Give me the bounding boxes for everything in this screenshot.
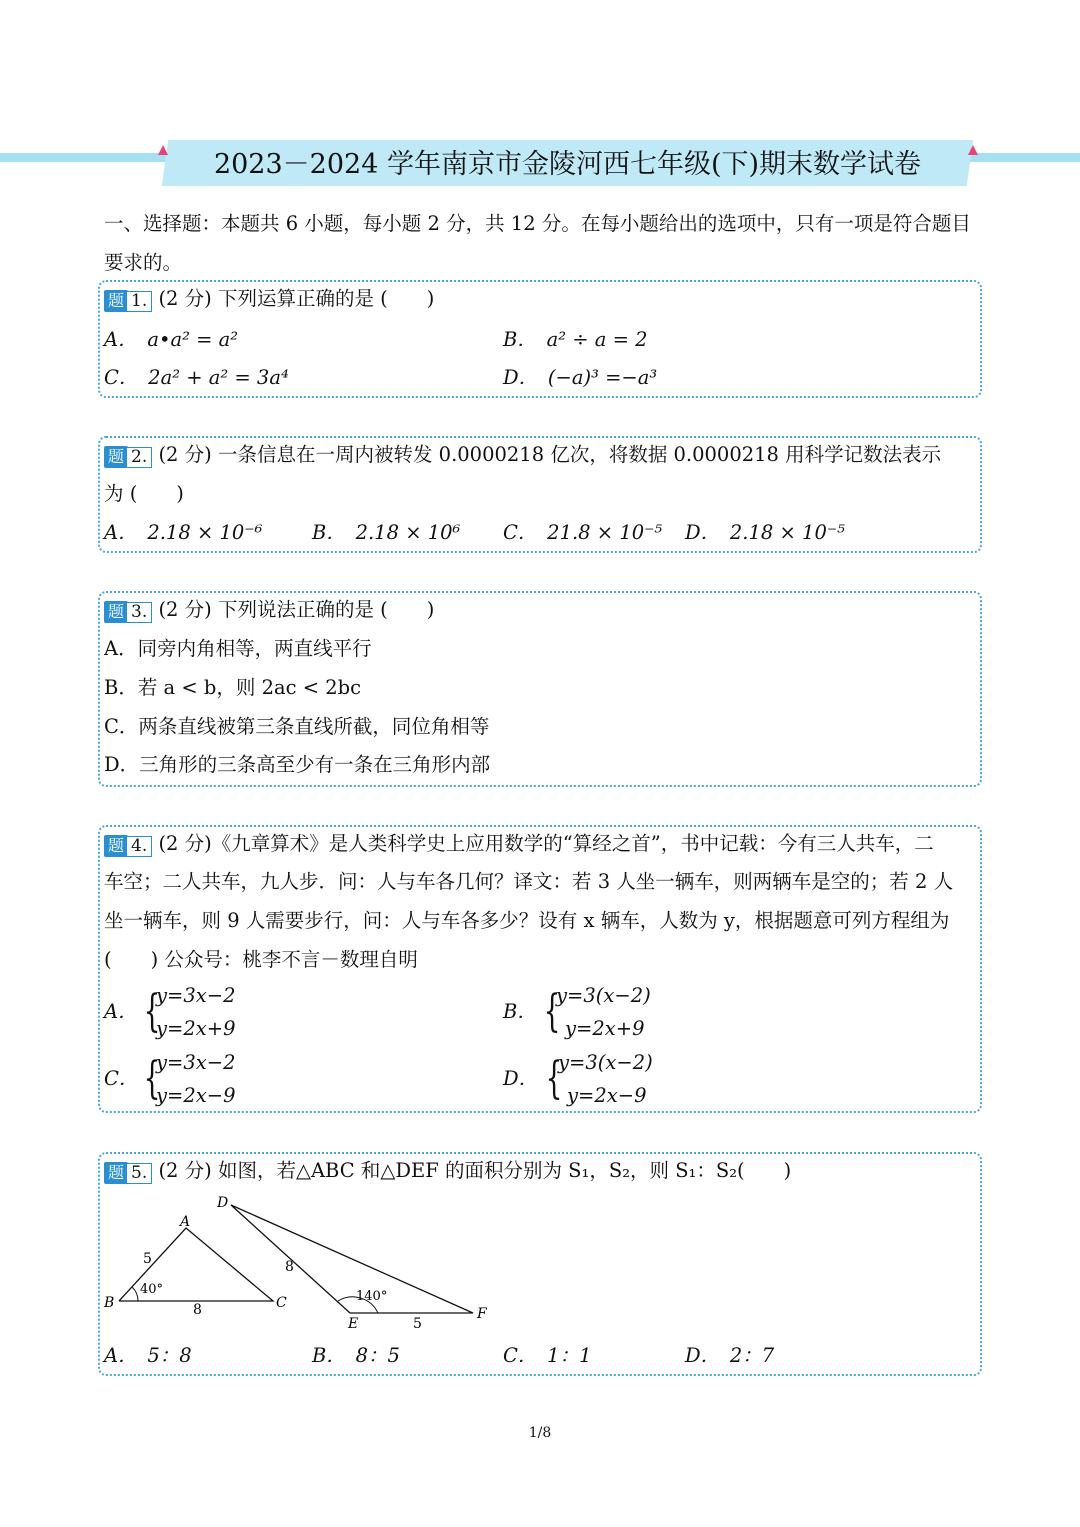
question-tag-label: 题 [104, 446, 128, 468]
question-4-stem-4: ( ) 公众号：桃李不言－数理自明 [104, 948, 418, 971]
q4-option-b-label: B． [503, 1000, 537, 1023]
label-a: A [180, 1214, 191, 1230]
q4-option-d-eq2: y=2x−9 [567, 1084, 647, 1107]
q1-option-b: B． a² ÷ a = 2 [503, 328, 648, 351]
question-2-stem [104, 442, 941, 469]
q4-option-d-brace: { [545, 1053, 563, 1104]
q5-option-b: B． 8：5 [312, 1344, 400, 1367]
question-tag [104, 287, 152, 313]
q2-option-a: A． 2.18 × 10⁻⁶ [104, 521, 263, 544]
label-b: B [104, 1295, 115, 1311]
q4-option-b-eq1: y=3(x−2) [556, 984, 651, 1007]
question-tag-label: 题 [104, 290, 128, 312]
angle-b-arc [132, 1287, 138, 1301]
question-text: (2 分) 下列运算正确的是 ( ) [158, 287, 435, 310]
question-tag-label: 题 [104, 601, 128, 623]
q3-option-c: C．两条直线被第三条直线所截，同位角相等 [104, 715, 490, 738]
q5-option-d: D． 2：7 [685, 1344, 775, 1367]
q4-option-c-brace: { [143, 1053, 161, 1104]
question-number: 4. [126, 836, 152, 857]
q2-option-d: D． 2.18 × 10⁻⁵ [685, 521, 845, 544]
question-number: 1. [126, 291, 152, 312]
question-text: (2 分) 一条信息在一周内被转发 0.0000218 亿次，将数据 0.0000218 用科学记数法表示 [158, 443, 942, 466]
q4-option-d-eq1: y=3(x−2) [558, 1051, 653, 1074]
question-tag [104, 1159, 152, 1185]
question-5-stem [104, 1158, 791, 1185]
q1-option-a: A． a•a² = a² [104, 328, 239, 351]
question-4-stem-2: 车空；二人共车，九人步．问：人与车各几何？译文：若 3 人坐一辆车，则两辆车是空的；若 2 人 [104, 870, 954, 893]
question-number: 5. [126, 1163, 152, 1184]
q1-option-c: C． 2a² + a² = 3a⁴ [104, 366, 289, 389]
q4-option-d-label: D． [503, 1067, 539, 1090]
question-4-stem-3: 坐一辆车，则 9 人需要步行，问：人与车各多少？设有 x 辆车，人数为 y，根据题意可列方程组为 [104, 909, 950, 932]
page-number: 1/8 [528, 1425, 552, 1441]
q4-option-c-eq2: y=2x−9 [156, 1084, 236, 1107]
q4-option-a-eq1: y=3x−2 [156, 984, 236, 1007]
label-e: E [348, 1316, 359, 1332]
label-f: F [477, 1306, 487, 1322]
question-4-stem [104, 831, 934, 858]
question-text: (2 分) 如图，若△ABC 和△DEF 的面积分别为 S₁，S₂，则 S₁：S₂( ) [158, 1159, 792, 1182]
q4-option-a-brace: { [143, 986, 161, 1037]
question-tag-label: 题 [104, 1162, 128, 1184]
label-de-length: 8 [285, 1259, 294, 1275]
label-d: D [217, 1195, 229, 1211]
question-3-stem [104, 597, 434, 624]
question-text: (2 分) 下列说法正确的是 ( ) [158, 598, 435, 621]
q3-option-d: D．三角形的三条高至少有一条在三角形内部 [104, 753, 491, 776]
q2-option-c: C． 21.8 × 10⁻⁵ [503, 521, 663, 544]
q4-option-b-brace: { [543, 986, 561, 1037]
question-tag [104, 443, 152, 469]
label-bc-length: 8 [193, 1302, 202, 1318]
question-tag-label: 题 [104, 835, 128, 857]
q3-option-a: A．同旁内角相等，两直线平行 [104, 637, 372, 660]
label-ef-length: 5 [413, 1316, 422, 1332]
q3-option-b: B．若 a < b，则 2ac < 2bc [104, 676, 362, 699]
q4-option-c-eq1: y=3x−2 [156, 1051, 236, 1074]
q1-option-d: D． (−a)³ =−a³ [503, 366, 658, 389]
question-2-stem-cont: 为 ( ) [104, 482, 184, 505]
q5-option-c: C． 1：1 [503, 1344, 592, 1367]
question-tag [104, 832, 152, 858]
question-number: 3. [126, 602, 152, 623]
question-tag [104, 598, 152, 624]
q4-option-b-eq2: y=2x+9 [565, 1017, 645, 1040]
question-text: (2 分)《九章算术》是人类科学史上应用数学的“算经之首”，书中记载：今有三人共车，二 [158, 832, 934, 855]
q2-option-b: B． 2.18 × 10⁶ [312, 521, 461, 544]
question-number: 2. [126, 447, 152, 468]
label-c: C [276, 1295, 287, 1311]
q4-option-a-label: A． [104, 1000, 138, 1023]
question-1-stem [104, 286, 434, 313]
q5-option-a: A． 5：8 [104, 1344, 192, 1367]
q4-option-a-eq2: y=2x+9 [156, 1017, 236, 1040]
label-angle-e: 140° [356, 1289, 388, 1304]
label-angle-b: 40° [140, 1282, 164, 1297]
triangles-figure [100, 1190, 500, 1335]
q4-option-c-label: C． [104, 1067, 139, 1090]
page-title: 2023－2024 学年南京市金陵河西七年级(下)期末数学试卷 [213, 149, 922, 180]
label-ab-length: 5 [143, 1251, 152, 1267]
section-intro: 一、选择题：本题共 6 小题，每小题 2 分，共 12 分。在每小题给出的选项中，只有一项是符合题目要求的。 [104, 212, 971, 274]
